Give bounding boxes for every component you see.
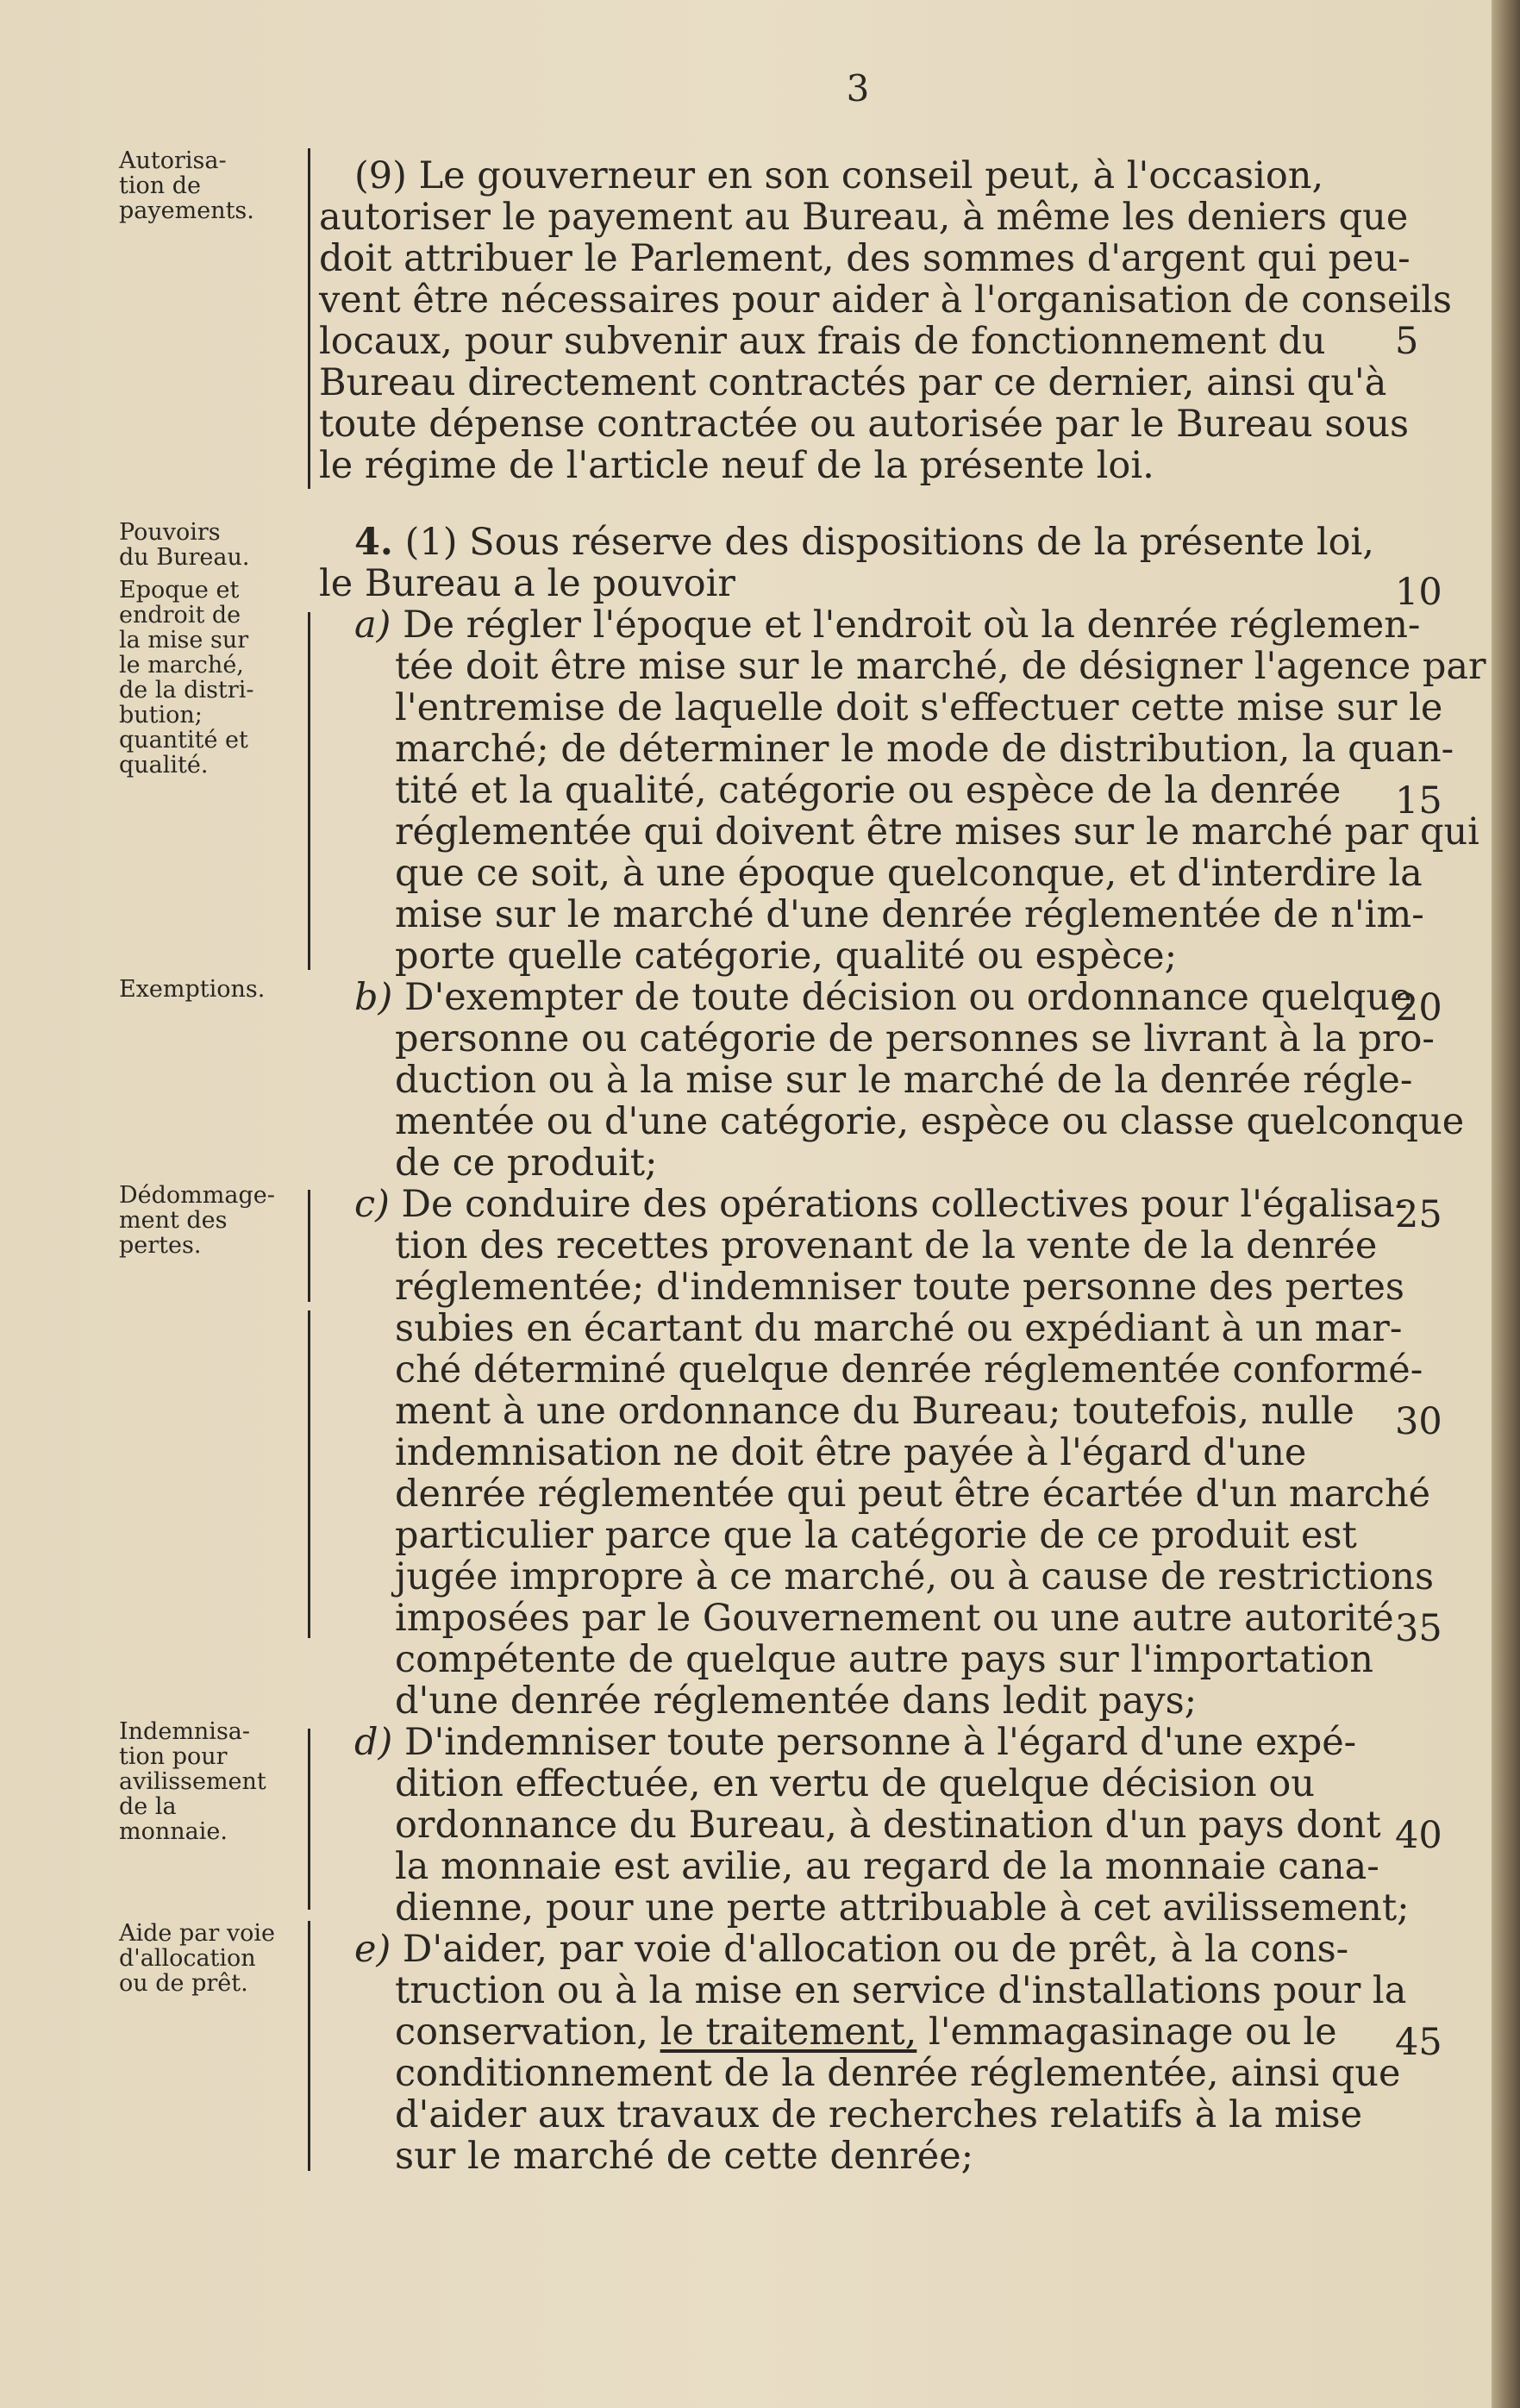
text-line: duction ou à la mise sur le marché de la denrée régle- [395, 1059, 1413, 1102]
underlined-text: le traitement, [660, 2011, 917, 2054]
text-line: ment à une ordonnance du Bureau; toutefois, nulle [395, 1390, 1355, 1433]
text-line: d'une denrée réglementée dans ledit pays; [395, 1679, 1198, 1723]
margin-note-dedommagement: Dédommage- ment des pertes. [119, 1182, 275, 1259]
line-number: 35 [1395, 1607, 1442, 1650]
text-line: (9) Le gouverneur en son conseil peut, à l'occasion, [354, 154, 1324, 197]
margin-bar [308, 612, 310, 970]
text-line: truction ou à la mise en service d'installations pour la [395, 1969, 1407, 2012]
text-line: que ce soit, à une époque quelconque, et d'interdire la [395, 852, 1423, 895]
line-number: 20 [1395, 986, 1442, 1029]
text-line: D'exempter de toute décision ou ordonnance quelque [403, 976, 1412, 1019]
line-number: 15 [1395, 779, 1442, 822]
text-line: compétente de quelque autre pays sur l'importation [395, 1638, 1373, 1681]
text-line: D'indemniser toute personne à l'égard d'une expé- [403, 1721, 1357, 1764]
text-line: réglementée qui doivent être mises sur le marché par qui [395, 810, 1479, 854]
item-marker: b) [354, 976, 393, 1019]
text-line: vent être nécessaires pour aider à l'organisation de conseils [319, 278, 1452, 322]
text-line: toute dépense contractée ou autorisée par le Bureau sous [319, 403, 1410, 446]
line-number: 25 [1395, 1193, 1442, 1236]
text-line: dienne, pour une perte attribuable à cet avilissement; [395, 1886, 1410, 1930]
item-marker: a) [354, 604, 391, 647]
margin-bar [308, 148, 310, 489]
margin-bar [308, 1310, 310, 1638]
text-line: sur le marché de cette denrée; [395, 2135, 974, 2178]
item-e [354, 1929, 1348, 1970]
margin-bar [308, 1729, 310, 1910]
line-number: 40 [1395, 1814, 1442, 1857]
text-line: mentée ou d'une catégorie, espèce ou classe quelconque [395, 1100, 1465, 1143]
margin-note-pouvoirs: Pouvoirs du Bureau. [119, 519, 250, 571]
text-line: mise sur le marché d'une denrée réglementée de n'im- [395, 893, 1424, 936]
section-number: 4. [354, 521, 393, 564]
line-number: 5 [1395, 320, 1419, 363]
margin-note-aide: Aide par voie d'allocation ou de prêt. [119, 1920, 275, 1997]
text-fragment: l'emmagasinage ou le [928, 2011, 1337, 2054]
margin-bar [308, 1921, 310, 2171]
text-line: De conduire des opérations collectives pour l'égalisa- [401, 1183, 1408, 1226]
item-b [354, 977, 1412, 1018]
text-line: le régime de l'article neuf de la présente loi. [319, 444, 1154, 487]
line-number: 10 [1395, 571, 1442, 614]
line-number: 30 [1395, 1400, 1442, 1443]
binding-edge [1492, 0, 1520, 2408]
item-a [354, 604, 1420, 646]
item-d [354, 1722, 1356, 1763]
item-marker: e) [354, 1928, 391, 1971]
text-line: subies en écartant du marché ou expédiant à un mar- [395, 1307, 1403, 1350]
text-line: réglementée; d'indemniser toute personne des pertes [395, 1266, 1404, 1309]
item-marker: d) [354, 1721, 393, 1764]
text-line: dition effectuée, en vertu de quelque décision ou [395, 1762, 1315, 1805]
text-line: tion des recettes provenant de la vente de la denrée [395, 1224, 1378, 1267]
margin-note-exemptions: Exemptions. [119, 976, 266, 1003]
line-number: 45 [1395, 2021, 1442, 2064]
text-line: tée doit être mise sur le marché, de désigner l'agence par [395, 645, 1486, 688]
text-line: indemnisation ne doit être payée à l'égard d'une [395, 1431, 1307, 1474]
text-line: d'aider aux travaux de recherches relatifs à la mise [395, 2093, 1363, 2136]
text-line: le Bureau a le pouvoir [319, 562, 735, 605]
margin-bar [308, 1190, 310, 1302]
text-line: conditionnement de la denrée réglementée, ainsi que [395, 2052, 1401, 2095]
page-number: 3 [846, 67, 870, 109]
text-line: Bureau directement contractés par ce dernier, ainsi qu'à [319, 361, 1387, 404]
text-line: la monnaie est avilie, au regard de la monnaie cana- [395, 1845, 1379, 1888]
text-line: doit attribuer le Parlement, des sommes d'argent qui peu- [319, 237, 1411, 280]
text-line: imposées par le Gouvernement ou une autre autorité [395, 1597, 1394, 1640]
text-line-with-underline [395, 2011, 1337, 2053]
text-line: locaux, pour subvenir aux frais de fonctionnement du [319, 320, 1326, 363]
text-line: autoriser le payement au Bureau, à même les deniers que [319, 196, 1409, 239]
text-line: denrée réglementée qui peut être écartée d'un marché [395, 1473, 1431, 1516]
text-line: De régler l'époque et l'endroit où la denrée réglemen- [403, 604, 1421, 647]
section-heading [354, 522, 1374, 563]
text-fragment: conservation, [395, 2011, 648, 2054]
text-line: ché déterminé quelque denrée réglementée conformé- [395, 1348, 1423, 1392]
margin-note-epoque: Epoque et endroit de la mise sur le marché, de la distri- bution; quantité et qualité. [119, 577, 254, 779]
text-line: l'entremise de laquelle doit s'effectuer cette mise sur le [395, 686, 1443, 729]
text-line: porte quelle catégorie, qualité ou espèce; [395, 935, 1178, 978]
text-line: jugée impropre à ce marché, ou à cause de restrictions [395, 1555, 1435, 1598]
text-line: ordonnance du Bureau, à destination d'un pays dont [395, 1804, 1381, 1847]
text-line: tité et la qualité, catégorie ou espèce de la denrée [395, 769, 1342, 812]
text-line: de ce produit; [395, 1141, 658, 1185]
text-line: D'aider, par voie d'allocation ou de prêt, à la cons- [402, 1928, 1349, 1971]
item-marker: c) [354, 1183, 390, 1226]
text-line: personne ou catégorie de personnes se livrant à la pro- [395, 1017, 1435, 1060]
item-c [354, 1184, 1407, 1225]
text-line: (1) Sous réserve des dispositions de la présente loi, [404, 521, 1374, 564]
text-line: marché; de déterminer le mode de distribution, la quan- [395, 728, 1454, 771]
margin-note-autorisation: Autorisa- tion de payements. [119, 147, 254, 224]
margin-note-indemnisation: Indemnisa- tion pour avilissement de la monnaie. [119, 1718, 266, 1845]
text-line: particulier parce que la catégorie de ce produit est [395, 1514, 1357, 1557]
